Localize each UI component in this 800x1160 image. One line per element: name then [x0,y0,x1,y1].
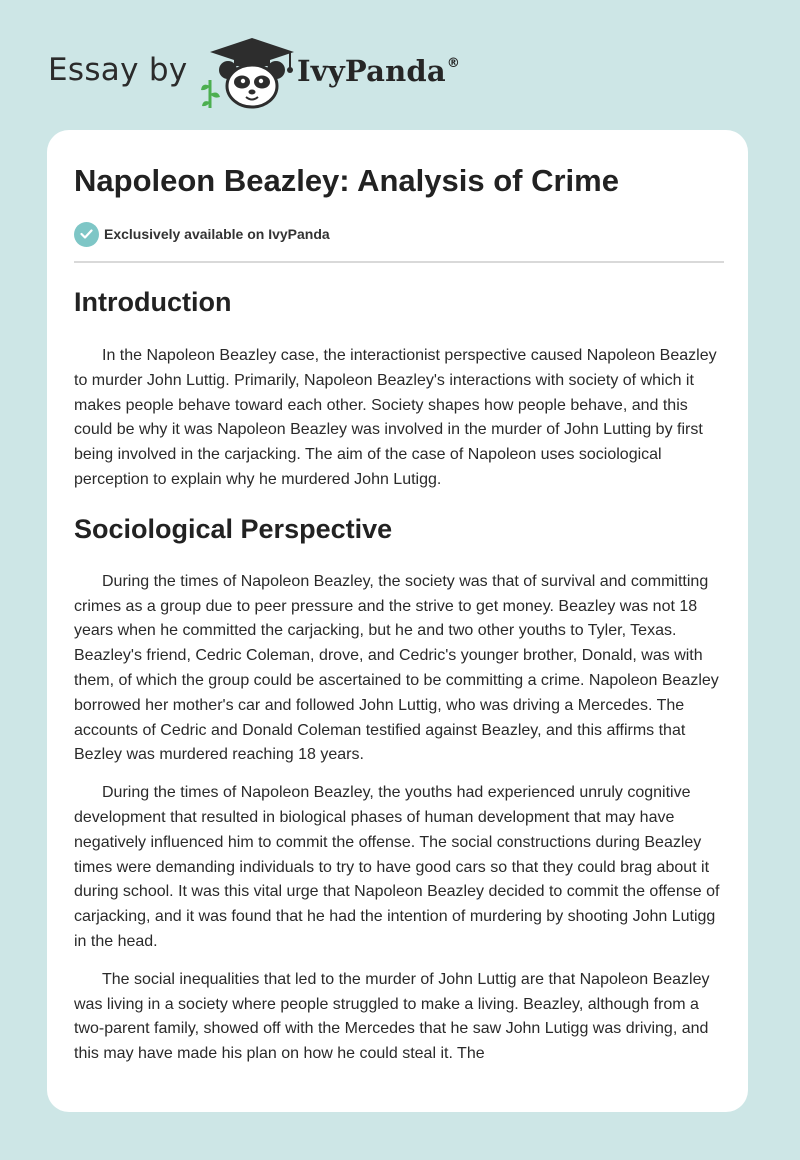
paragraph: The social inequalities that led to the murder of John Luttig are that Napoleon Beazley was living in a society where people struggled to make a living. Beazley, although from a two-parent family, showed off with the Mercedes that he saw John Lutigg was driving, and this may have made his plan on how he could steal it. The [74,970,710,1063]
essay-by-label: Essay by [48,52,188,88]
paragraph: During the times of Napoleon Beazley, the society was that of survival and committing crimes as a group due to peer pressure and the strive to get money. Beazley was not 18 years when he committed the carjacking, but he and two other youths to Tyler, Texas. Beazley's friend, Cedric Coleman, drove, and Cedric's younger brother, Donald, was with them, of which the group could be ascertained to be committing a crime. Napoleon Beazley borrowed her mother's car and followed John Luttig, who was driving a Mercedes. The accounts of Cedric and Donald Coleman testified against Beazley, and this affirms that Bezley was murdered reaching 18 years. [74,572,719,764]
panda-graduation-cap-icon[interactable] [200,34,296,110]
exclusive-label: Exclusively available on IvyPanda [104,226,330,242]
essay-card [47,130,748,1112]
page-title: Napoleon Beazley: Analysis of Crime [74,163,619,198]
article-body [74,278,724,1080]
site-header [48,34,548,110]
divider [74,261,724,263]
exclusive-badge [74,221,330,247]
registered-mark: ® [446,56,461,71]
paragraph: In the Napoleon Beazley case, the interactionist perspective caused Napoleon Beazley to murder John Luttig. Primarily, Napoleon Beazley's interactions with society of which it makes people behave toward each other. Society shapes how people behave, and this could be why it was Napoleon Beazley was involved in the murder of John Lutting by first being involved in the carjacking. The aim of the case of Napoleon uses sociological perception to explain why he murdered John Lutigg. [74,347,717,488]
section-heading-introduction: Introduction [74,287,232,317]
section-heading-sociological-perspective: Sociological Perspective [74,513,393,544]
brand-name[interactable]: IvyPanda® [297,54,461,88]
paragraph: During the times of Napoleon Beazley, the youths had experienced unruly cognitive development that resulted in biological phases of human development that may have negatively influenced him to commit the offense. The social constructions during Beazley times were demanding individuals to try to have good cars so that they could brag about it during school. It was this vital urge that Napoleon Beazley decided to commit the offense of carjacking, and it was found that he had the intention of murdering by shooting John Lutigg in the head. [74,784,720,950]
checkmark-icon [74,222,99,247]
